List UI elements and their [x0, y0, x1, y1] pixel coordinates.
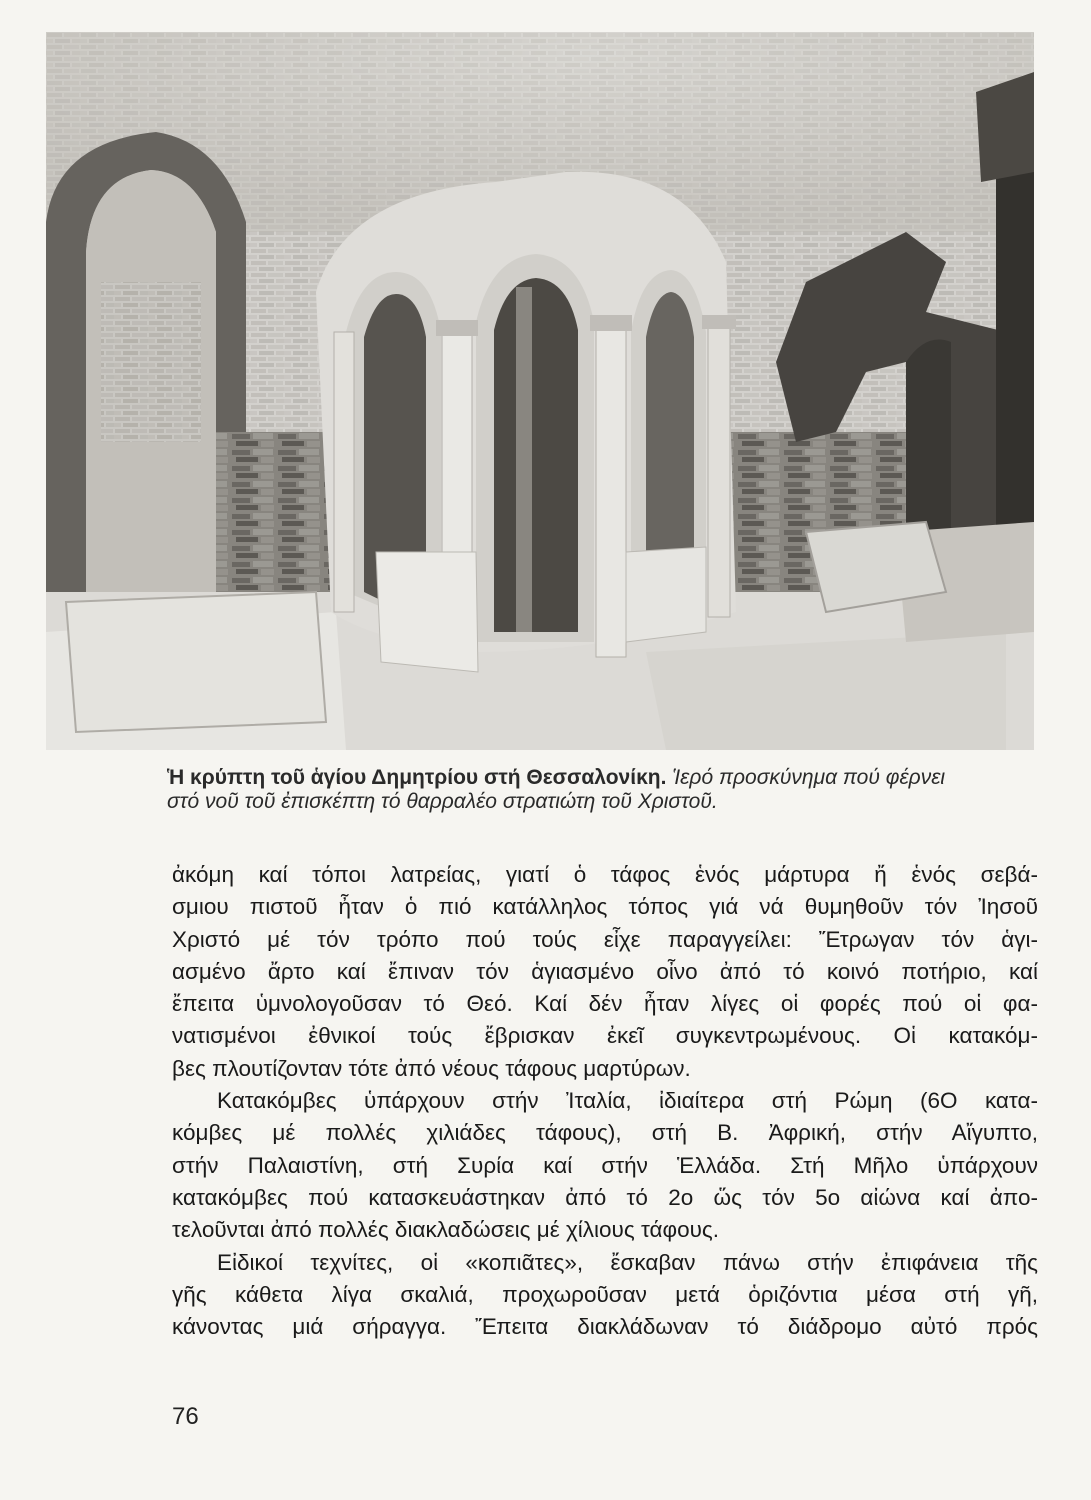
page-number: 76	[172, 1403, 199, 1430]
text-line: τελοῦνται ἀπό πολλές διακλαδώσεις μέ χίλιους τάφους.	[172, 1217, 720, 1243]
text-line: ἔπειτα ὑμνολογοῦσαν τό Θεό. Καί δέν ἦταν λίγες οἱ φορές πού οἱ φα-	[172, 991, 1038, 1017]
text-line: στήν Παλαιστίνη, στή Συρία καί στήν Ἑλλάδα. Στή Μῆλο ὑπάρχουν	[172, 1152, 1038, 1178]
text-line: βες πλουτίζονταν τότε ἀπό νέους τάφους μαρτύρων.	[172, 1055, 691, 1081]
caption-title: Ἡ κρύπτη τοῦ ἁγίου Δημητρίου στή Θεσσαλονίκη.	[167, 766, 667, 789]
body-text	[172, 859, 1038, 1343]
crypt-photograph	[46, 32, 1034, 750]
text-line: Εἰδικοί τεχνίτες, οἱ «κοπιᾶτες», ἔσκαβαν πάνω στήν ἐπιφάνεια τῆς	[217, 1249, 1038, 1275]
text-line: κάνοντας μιά σήραγγα. Ἔπειτα διακλάδωναν τό διάδρομο αὐτό πρός	[172, 1314, 1038, 1340]
text-line: ασμένο ἄρτο καί ἔπιναν τόν ἁγιασμένο οἶνο ἀπό τό κοινό ποτήριο, καί	[172, 958, 1038, 984]
caption-description-part1: Ἱερό προσκύνημα πού φέρνει	[672, 766, 946, 789]
caption-description-part2: στό νοῦ τοῦ ἐπισκέπτη τό θαρραλέο στρατιώτη τοῦ Χριστοῦ.	[167, 790, 718, 813]
text-line: νατισμένοι ἐθνικοί τούς ἔβρισκαν ἐκεῖ συγκεντρωμένους. Οἱ κατακόμ-	[172, 1023, 1038, 1049]
text-line: ἀκόμη καί τόποι λατρείας, γιατί ὁ τάφος ἑνός μάρτυρα ἤ ἑνός σεβά-	[172, 862, 1038, 887]
text-line: σμιου πιστοῦ ἦταν ὁ πιό κατάλληλος τόπος γιά νά θυμηθοῦν τόν Ἰησοῦ	[172, 894, 1038, 920]
text-line: Χριστό μέ τόν τρόπο πού τούς εἶχε παραγγείλει: Ἔτρωγαν τόν ἁγι-	[172, 926, 1038, 952]
text-line: γῆς κάθετα λίγα σκαλιά, προχωροῦσαν μετά ὁριζόντια μέσα στή γῆ,	[172, 1281, 1038, 1307]
text-line: κατακόμβες πού κατασκευάστηκαν ἀπό τό 2ο ὥς τόν 5ο αἰώνα καί ἀπο-	[172, 1184, 1038, 1210]
photo-caption	[167, 766, 1037, 814]
text-line: κόμβες μέ πολλές χιλιάδες τάφους), στή Β. Ἀφρική, στήν Αἴγυπτο,	[172, 1120, 1038, 1146]
text-line: Κατακόμβες ὑπάρχουν στήν Ἰταλία, ἰδιαίτερα στή Ρώμη (6Ο κατα-	[217, 1088, 1038, 1114]
